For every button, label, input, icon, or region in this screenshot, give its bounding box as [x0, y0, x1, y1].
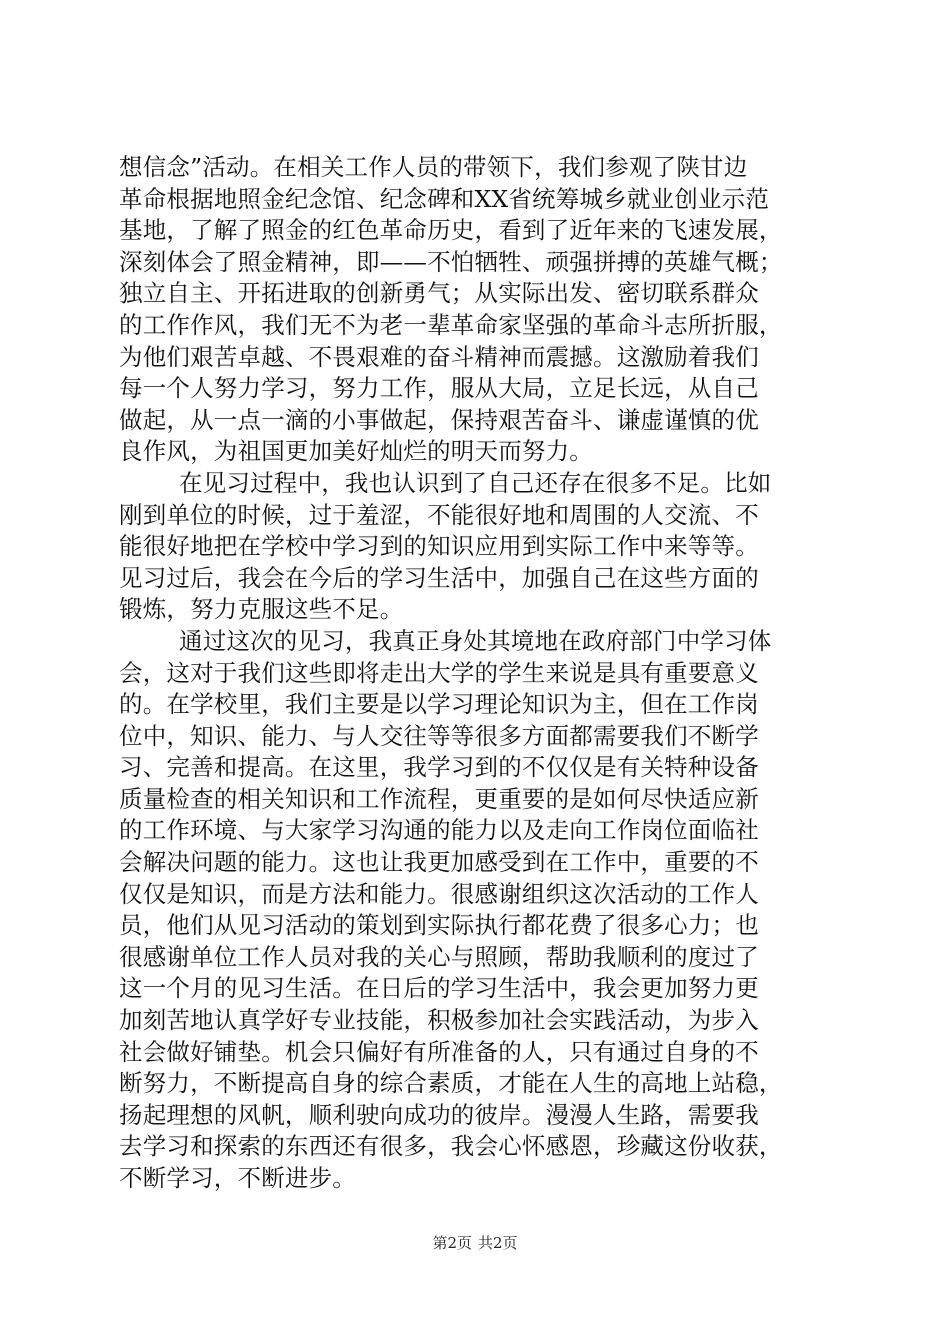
paragraph	[119, 152, 835, 468]
text-line: 质量检查的相关知识和工作流程，更重要的是如何尽快适应新	[119, 784, 759, 813]
text-line: 想信念”活动。在相关工作人员的带领下，我们参观了陕甘边	[119, 153, 748, 181]
text-line: 很感谢单位工作人员对我的关心与照顾，帮助我顺利的度过了	[119, 942, 759, 971]
text-line: 为他们艰苦卓越、不畏艰难的奋斗精神而震撼。这激励着我们	[119, 342, 759, 371]
text-line: 仅仅是知识，而是方法和能力。很感谢组织这次活动的工作人	[119, 879, 759, 908]
text-line: 通过这次的见习，我真正身处其境地在政府部门中学习体	[179, 626, 772, 655]
text-line: 革命根据地照金纪念馆、纪念碑和XX省统筹城乡就业创业示范	[119, 184, 770, 213]
text-line: 员，他们从见习活动的策划到实际执行都花费了很多心力；也	[119, 911, 759, 940]
text-line: 基地，了解了照金的红色革命历史，看到了近年来的飞速发展，	[119, 216, 783, 245]
text-line: 社会做好铺垫。机会只偏好有所准备的人，只有通过自身的不	[119, 1037, 759, 1066]
text-line: 每一个人努力学习，努力工作，服从大局，立足长远，从自己	[119, 374, 759, 403]
text-line: 深刻体会了照金精神，即——不怕牺牲、顽强拼搏的英雄气概；	[119, 247, 783, 276]
text-line: 的工作环境、与大家学习沟通的能力以及走向工作岗位面临社	[119, 816, 759, 845]
text-line: 会，这对于我们这些即将走出大学的学生来说是具有重要意义	[119, 658, 759, 687]
page-number: 第2页	[432, 1234, 472, 1252]
text-line: 刚到单位的时候，过于羞涩，不能很好地和周围的人交流、不	[119, 500, 759, 529]
text-line: 去学习和探索的东西还有很多，我会心怀感恩，珍藏这份收获，	[119, 1132, 783, 1161]
text-line: 良作风，为祖国更加美好灿烂的明天而努力。	[119, 437, 593, 466]
text-line: 会解决问题的能力。这也让我更加感受到在工作中，重要的不	[119, 848, 759, 877]
text-line: 见习过后，我会在今后的学习生活中，加强自己在这些方面的	[119, 563, 759, 592]
text-line: 独立自主、开拓进取的创新勇气；从实际出发、密切联系群众	[119, 279, 759, 308]
text-line: 加刻苦地认真学好专业技能，积极参加社会实践活动，为步入	[119, 1006, 759, 1035]
paragraph	[119, 626, 835, 1195]
text-line: 的工作作风，我们无不为老一辈革命家坚强的革命斗志所折服，	[119, 310, 783, 339]
page-footer	[0, 1233, 950, 1253]
text-line: 能很好地把在学校中学习到的知识应用到实际工作中来等等。	[119, 532, 759, 561]
text-line: 锻炼，努力克服这些不足。	[119, 595, 404, 624]
text-line: 不断学习，不断进步。	[119, 1164, 356, 1192]
document-body	[119, 152, 835, 1195]
text-line: 扬起理想的风帆，顺利驶向成功的彼岸。漫漫人生路，需要我	[119, 1100, 759, 1129]
text-line: 习、完善和提高。在这里，我学习到的不仅仅是有关特种设备	[119, 753, 759, 782]
paragraph	[119, 468, 835, 626]
text-line: 这一个月的见习生活。在日后的学习生活中，我会更加努力更	[119, 974, 759, 1003]
text-line: 断努力，不断提高自身的综合素质，才能在人生的高地上站稳，	[119, 1069, 783, 1098]
text-line: 的。在学校里，我们主要是以学习理论知识为主，但在工作岗	[119, 690, 759, 719]
text-line: 做起，从一点一滴的小事做起，保持艰苦奋斗、谦虚谨慎的优	[119, 405, 759, 434]
text-line: 在见习过程中，我也认识到了自己还存在很多不足。比如	[179, 468, 772, 497]
text-line: 位中，知识、能力、与人交往等等很多方面都需要我们不断学	[119, 721, 759, 750]
page-total: 共2页	[478, 1234, 518, 1252]
